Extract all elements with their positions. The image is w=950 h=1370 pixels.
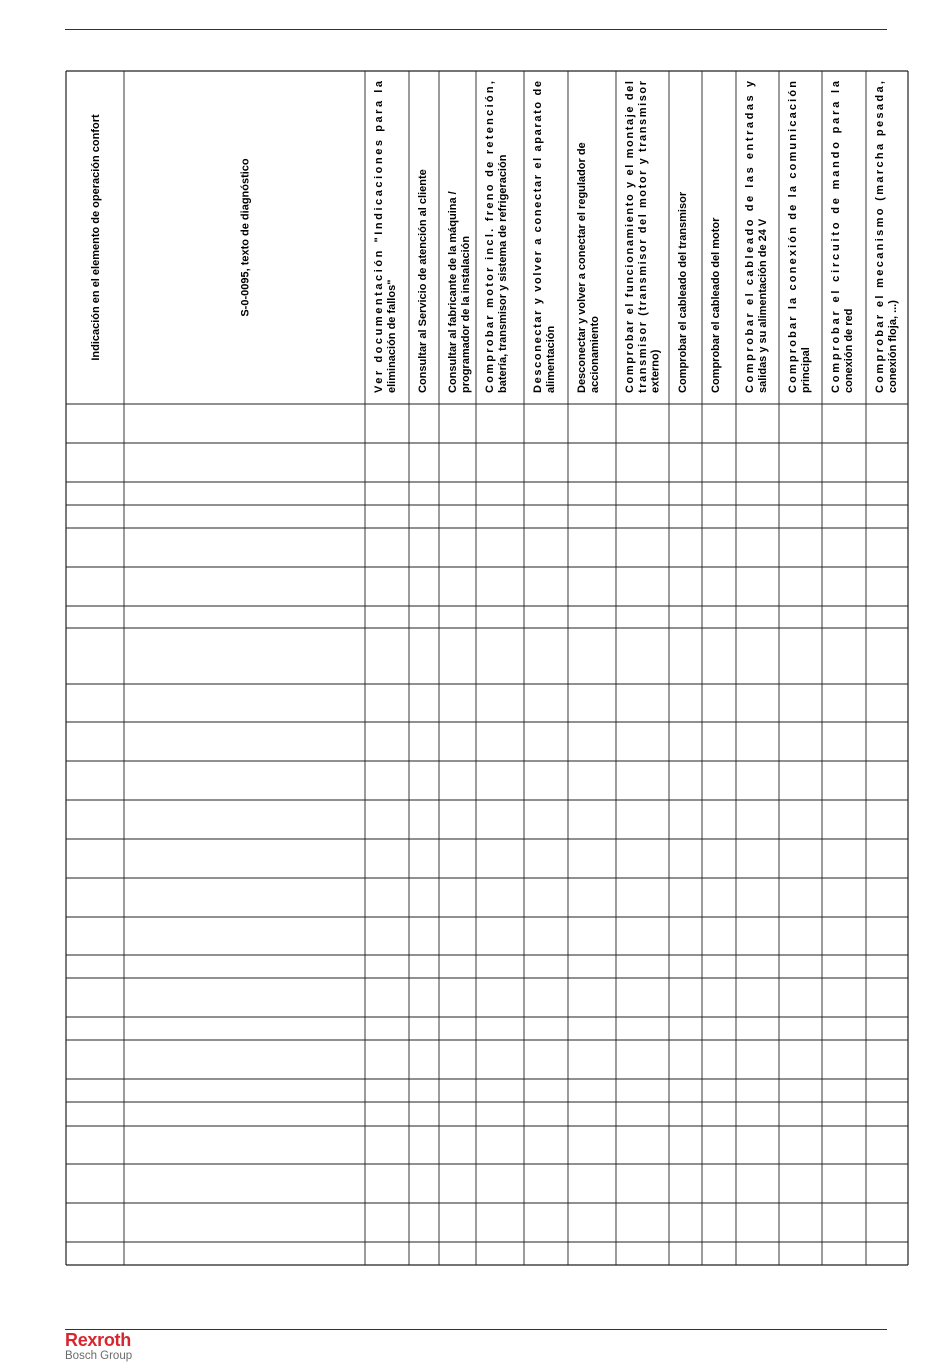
header-label: Indicación en el elemento de operación confort — [90, 114, 102, 361]
header-label: programador de la instalación — [459, 235, 472, 393]
header-label: conexión de red — [842, 308, 855, 393]
header-cell — [90, 114, 102, 361]
header-label: Comprobar el cableado del transmisor — [677, 191, 689, 393]
table-header-row — [90, 80, 899, 393]
header-label: externo) — [649, 349, 662, 393]
header-cell — [874, 81, 899, 393]
header-cell — [677, 191, 689, 393]
header-label: Comprobar el circuito de mando para la — [830, 81, 842, 393]
header-cell — [373, 80, 398, 393]
rexroth-logo — [65, 1331, 132, 1363]
header-label: Consultar al Servicio de atención al cliente — [417, 169, 429, 393]
header-cell — [484, 81, 509, 393]
header-label: Comprobar el mecanismo (marcha pesada, — [874, 81, 886, 393]
header-label: principal — [799, 347, 812, 393]
header-label: accionamiento — [588, 315, 601, 393]
header-label: batería, transmisor y sistema de refrigeración — [496, 154, 509, 393]
header-label: S-0-0095, texto de diagnóstico — [239, 158, 252, 317]
header-cell — [624, 80, 662, 393]
header-cell — [447, 191, 472, 393]
header-cell — [576, 142, 601, 393]
logo-brand: Rexroth — [65, 1330, 131, 1350]
header-label: Desconectar y volver a conectar el aparato de — [532, 81, 544, 393]
header-label: Desconectar y volver a conectar el regulador de — [576, 142, 588, 393]
header-cell — [417, 169, 429, 393]
header-label: Comprobar el cableado del motor — [710, 217, 722, 393]
header-label: eliminación de fallos" — [385, 279, 398, 393]
header-label: conexión floja, ...) — [886, 300, 899, 393]
header-label: alimentación — [544, 325, 557, 393]
header-label: Comprobar motor incl. freno de retención, — [484, 81, 496, 393]
header-cell — [240, 158, 252, 317]
header-cell — [830, 80, 855, 393]
header-label: Comprobar la conexión de la comunicación — [787, 81, 799, 393]
logo-group: Bosch Group — [65, 1350, 133, 1362]
header-cell — [744, 80, 769, 393]
header-cell — [787, 81, 812, 393]
header-cell — [532, 81, 557, 393]
header-label: Ver documentación "Indicaciones para la — [373, 81, 385, 393]
header-cell — [710, 217, 722, 393]
header-label: Comprobar el funcionamiento y el montaje del — [624, 81, 636, 393]
header-label: Consultar al fabricante de la máquina / — [447, 191, 459, 393]
header-label: salidas y su alimentación de 24 V — [756, 218, 769, 393]
header-label: transmisor (transmisor del motor y transmisor — [636, 81, 649, 393]
footer-rule — [65, 1329, 887, 1330]
header-label: Comprobar el cableado de las entradas y — [744, 81, 756, 393]
